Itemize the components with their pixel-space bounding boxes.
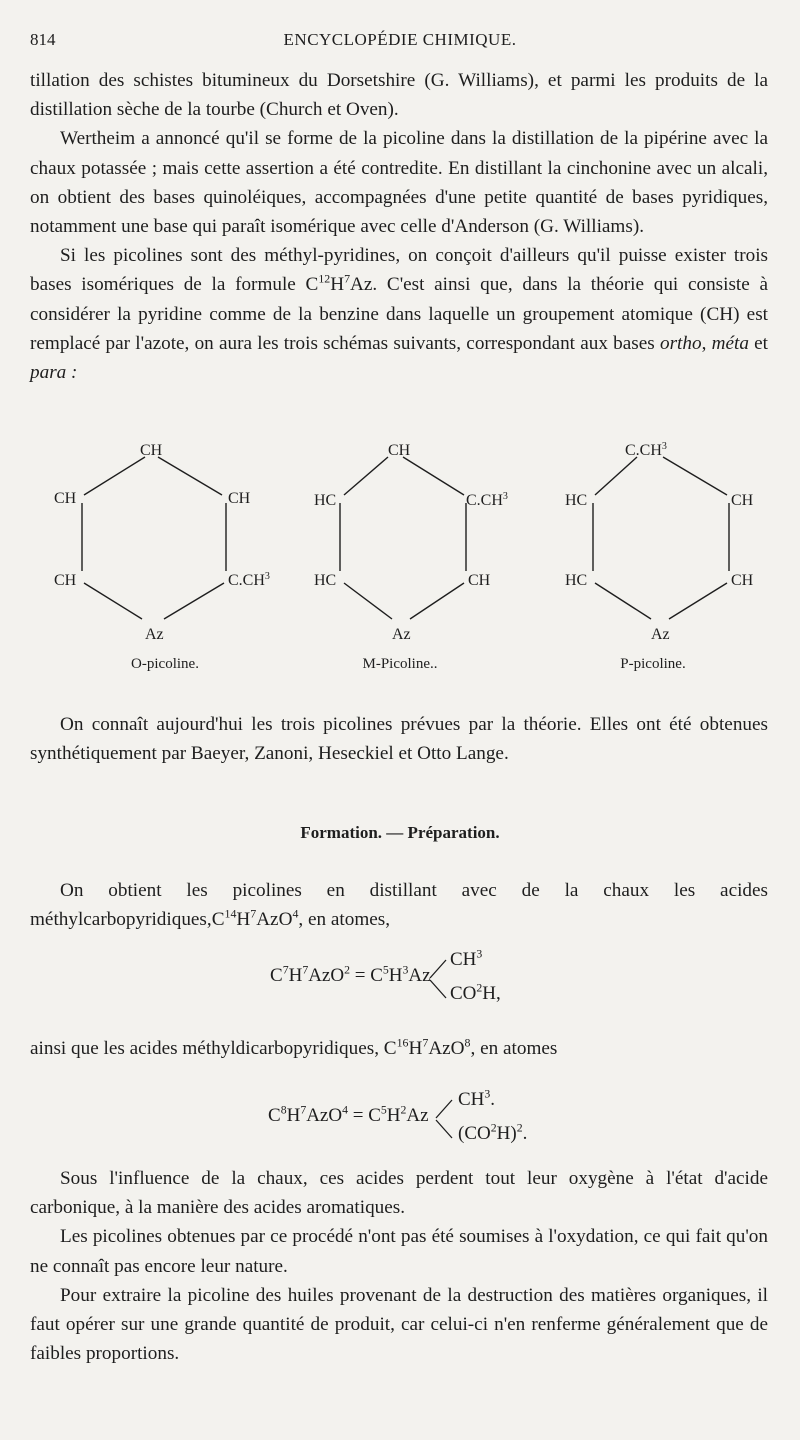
o-upper-left-label: CH (54, 490, 77, 507)
o-lower-left-label: CH (54, 572, 77, 589)
formula-1-branch-bottom: $CO^2H$, (450, 981, 501, 1004)
m-lower-right-label: CH (468, 572, 491, 589)
formula-1-brace (426, 956, 448, 1002)
body-text-top (30, 66, 768, 387)
p-lower-left-label: HC (565, 572, 588, 589)
paragraph-7: Sous l'influence de la chaux, ces acides perdent tout leur oxygène à l'état d'acide carbonique, à la manière des acides aromatiques. (30, 1168, 768, 1219)
m-upper-left-label: HC (314, 492, 337, 509)
m-top-label: CH (388, 442, 411, 459)
m-bottom-label: Az (392, 626, 411, 643)
paragraph-6: ainsi que les acides méthyldicarbopyridiques, $C^{16}H^7AzO^8$, en atomes (30, 1035, 558, 1059)
structure-m-picoline (288, 435, 538, 655)
formula-1-equation: $C^7H^7AzO^2 = C^5H^3Az$ (270, 963, 431, 986)
body-text-middle (30, 710, 768, 768)
formula-1 (270, 948, 570, 1010)
body-text-formation (30, 876, 768, 934)
formula-2-equation: $C^8H^7AzO^4 = C^5H^2Az$ (268, 1103, 429, 1126)
p-bottom-label: Az (651, 626, 670, 643)
paragraph-9: Pour extraire la picoline des huiles provenant de la destruction des matières organiques, il faut opérer sur une grande quantité de produit, car celui-ci n'en renferme généralement que de faibles proportions. (30, 1284, 768, 1365)
formula-2-brace (432, 1096, 454, 1142)
o-upper-right-label: CH (228, 490, 251, 507)
o-top-label: CH (140, 442, 163, 459)
paragraph-2: Wertheim a annoncé qu'il se forme de la picoline dans la distillation de la pipérine avec la chaux potassée ; mais cette assertion a été contredite. En distillant la cinchonine avec un alcali, on obtient des bases quinoléiques, accompagnées d'une petite quantité de bases pyridiques, notamment une base qui paraît isomérique avec celle d'Anderson (G. Williams). (30, 128, 768, 238)
hexagon-diagram-o (50, 435, 280, 650)
structure-o-picoline (50, 435, 280, 655)
formula-1-branch-top: $CH^3$ (450, 947, 483, 970)
structure-p-picoline (545, 435, 770, 655)
m-lower-left-label: HC (314, 572, 337, 589)
page-number: 814 (30, 30, 56, 49)
running-title: ENCYCLOPÉDIE CHIMIQUE. (283, 30, 517, 49)
p-upper-right-label: CH (731, 492, 754, 509)
p-top-label: $C.CH^3$ (625, 441, 667, 459)
paragraph-8: Les picolines obtenues par ce procédé n'ont pas été soumises à l'oxydation, ce qui fait qu'on ne connaît pas encore leur nature. (30, 1226, 768, 1277)
body-text-bottom (30, 1164, 768, 1368)
section-heading: Formation. — Préparation. (300, 823, 500, 842)
hexagon-diagram-m (288, 435, 538, 650)
body-text-acids (30, 1034, 768, 1063)
m-upper-right-label: $C.CH^3$ (466, 491, 508, 509)
hexagon-diagram-p (545, 435, 770, 650)
paragraph-3: Si les picolines sont des méthyl-pyridines, on conçoit d'ailleurs qu'il puisse exister trois bases isomériques de la formule $C^{12}H^7Az$. C'est ainsi que, dans la théorie qui consiste à considérer la pyridine comme de la benzine dans laquelle un groupement atomique (CH) est remplacé par l'azote, on aura les trois schémas suivants, correspondant aux bases ortho, méta et para : (30, 245, 769, 384)
paragraph-1: tillation des schistes bitumineux du Dorsetshire (G. Williams), et parmi les produits de la distillation sèche de la tourbe (Church et Oven). (30, 70, 768, 121)
formula-2-branch-top: $CH^3$. (458, 1087, 496, 1110)
p-upper-left-label: HC (565, 492, 588, 509)
formula-2-branch-bottom: $(CO^2H)^2$. (458, 1121, 528, 1144)
o-lower-right-label: $C.CH^3$ (228, 571, 270, 589)
paragraph-5: On obtient les picolines en distillant avec de la chaux les acides $méthylcarbopyridiques,C^{14}H^7AzO^4$, en atomes, (30, 880, 768, 931)
p-lower-right-label: CH (731, 572, 754, 589)
o-bottom-label: Az (145, 626, 164, 643)
caption-p-picoline: P-picoline. (620, 656, 686, 672)
formula-2 (268, 1088, 568, 1150)
page-header (30, 30, 770, 56)
caption-m-picoline: M-Picoline.. (362, 656, 438, 672)
paragraph-4: On connaît aujourd'hui les trois picolines prévues par la théorie. Elles ont été obtenues synthétiquement par Baeyer, Zanoni, Heseckiel et Otto Lange. (30, 714, 768, 765)
caption-o-picoline: O-picoline. (131, 656, 199, 672)
